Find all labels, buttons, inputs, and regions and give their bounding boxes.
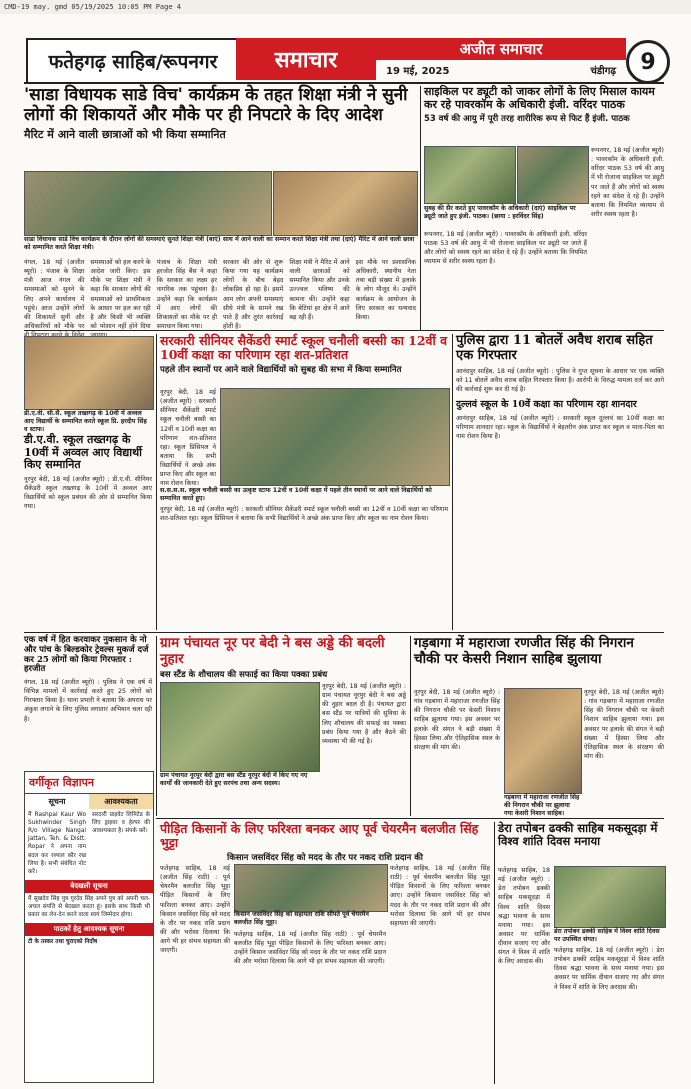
farmers-story [160,821,490,863]
dav-story [24,434,152,630]
page-number: 9 [626,40,670,84]
lead-photo-left [24,171,272,236]
school-subhead: पहले तीन स्थानों पर आने वाले विद्यार्थियों को सुबह की सभा में किया सम्मानित [160,364,402,375]
dav-caption: डी.ए.वी. सी.सै. स्कूल तख्तगढ़ के 10वीं में अव्वल आए विद्यार्थी के सम्मानित करते स्कूल प्रि. हरदीप सिंह व स्टाफ। [24,410,147,434]
gadbaga-headline: गड़बागा में महाराजा रणजीत सिंह की निगरान चौकी पर केसरी निशान साहिब झुलाया [414,635,634,667]
gadbaga-body-right: नूरपुर बेदी, 18 मई (अजीत ब्यूरो) : गांव गड़बागा में महाराजा रणजीत सिंह की निगरान चौकी पर केसरी निशान साहिब झुलाया गया। इस अवसर पर इलाके की संगत ने बड़ी संख्या में हिस्सा लिया और ऐतिहासिक स्थल के संरक्षण की मांग की। [584,689,664,760]
farmers-photo [234,864,388,912]
bus-stand-caption: ग्राम पंचायत नूरपुर बेदी द्वारा बस स्टैंड नूरपुर बेदी में किए गए नए कार्यों की जानकारी देते हुए सरपंच तथा अन्य सदस्य। [160,772,308,788]
cycle-story [424,86,664,146]
dav-photo [24,336,154,410]
issue-city: चंडीगढ़ [590,66,616,77]
gadbaga-story [414,636,664,682]
school-caption: स.स.स.स. स्कूल चनौली बस्सी का उत्कृष्ट स्टाफ 12वीं व 10वीं कक्षा में पहले तीन स्थानों पर आने वाले विद्यार्थियों को सम्मानित करते हुए। [160,487,432,503]
bus-stand-story [160,635,406,681]
cycle-photo-right [517,146,589,204]
lead-body-col-4: सरकार की ओर से शुरू किया गया यह कार्यक्रम लोगों के बीच बेहद लोकप्रिय हो रहा है। इसमें आम लोग अपनी समस्याएं सीधे मंत्री के सामने रख पाते हैं और तुरंत कार्रवाई होती है। [222,259,284,330]
dera-body-right: फतेहगढ़ साहिब, 18 मई (अजीत ब्यूरो) : डेरा तपोबन ढक्की साहिब मकसूदड़ा में विश्व शांति दिवस श्रद्धा भावना के साथ मनाया गया। इस अवसर पर धार्मिक दीवान सजाए गए और संगत ने विश्व में शांति के लिए अरदास की। [554,947,664,991]
cycle-subhead: 53 वर्ष की आयु में पूरी तरह शारीरिक रूप से फिट हैं इंजी. पाठक [424,114,630,125]
school-body: नूरपुर बेदी, 18 मई (अजीत ब्यूरो) : सरकारी सीनियर सैकेंडरी स्मार्ट स्कूल चनौली बस्सी का 12वीं व 10वीं कक्षा का परिणाम शत-प्रतिशत रहा। स्कूल प्रिंसिपल ने बताया कि सभी विद्यार्थियों ने अच्छे अंक प्राप्त किए और स्कूल का नाम रोशन किया। [160,506,448,523]
lead-body-col-5: शिक्षा मंत्री ने मैरिट में आने वाली छात्राओं को सम्मानित किया और उनके उज्ज्वल भविष्य की कामना की। उन्होंने कहा कि बेटियां हर क्षेत्र में आगे बढ़ रही हैं। [289,259,350,321]
dera-caption: डेरा तपोबन ढक्की साहिब में विश्व शांति दिवस पर उपस्थित संगत। [554,928,660,944]
dav-body: नूरपुर बेदी, 18 मई (अजीत ब्यूरो) : डी.ए.वी. सीनियर सैकेंडरी स्कूल तख्तगढ़ के 10वीं में अव्वल आए विद्यार्थियों को स्कूल प्रबंधन की ओर से सम्मानित किया गया। [24,475,152,511]
police-story [456,334,664,630]
cycle-photo-left [424,146,516,204]
dav-headline: डी.ए.वी. स्कूल तख्तगढ़ के 10वीं में अव्वल आए विद्यार्थी किए सम्मानित [24,433,143,472]
fraud-story [24,636,152,768]
dera-body-left: फतेहगढ़ साहिब, 18 मई (अजीत ब्यूरो) : डेरा तपोबन ढक्की साहिब मकसूदड़ा में विश्व शांति दिवस श्रद्धा भावना के साथ मनाया गया। इस अवसर पर धार्मिक दीवान सजाए गए और संगत ने विश्व में शांति के लिए अरदास की। [498,867,550,966]
fraud-body: नंगल, 18 मई (अजीत ब्यूरो) : पुलिस ने एक वर्ष में विभिन्न मामलों में कार्रवाई करते हुए 25 लोगों को गिरफ्तार किया है। थाना प्रभारी ने बताया कि अपराध पर अंकुश लगाने के लिए पुलिस लगातार अभियान चला रही है। [24,679,152,723]
cycle-body: रूपनगर, 18 मई (अजीत ब्यूरो) : पावरकॉम के अधिकारी इंजी. वरिंदर पाठक 53 वर्ष की आयु में भी रोजाना साइकिल पर ड्यूटी पर जाते हैं और लोगों को स्वस्थ रहने का संदेश दे रहे हैं। उन्होंने बताया कि नियमित व्यायाम से शरीर स्वस्थ रहता है। [424,231,587,266]
classifieds-box [24,771,154,1083]
gadbaga-body-left: नूरपुर बेदी, 18 मई (अजीत ब्यूरो) : गांव गड़बागा में महाराजा रणजीत सिंह की निगरान चौकी पर केसरी निशान साहिब झुलाया गया। इस अवसर पर इलाके की संगत ने बड़ी संख्या में हिस्सा लिया और ऐतिहासिक स्थल के संरक्षण की मांग की। [414,689,500,751]
lead-body-col-3: पंजाब के शिक्षा मंत्री हरजोत सिंह बैंस ने कहा कि सरकार का लक्ष्य हर नागरिक तक पहुंचना है। उन्होंने कहा कि कार्यक्रम में आए लोगों की शिकायतों का मौके पर ही समाधान किया गया। [156,259,217,330]
notice-text: मैं Rashpal Kaur Wo Sukhwinder Singh R/o Village Nangal Jattan, Teh. & Distt. Ropar ने अपना नाम बदल कर रश्पाल कौर रख लिया है। सभी संबंधित नोट करें। [28,812,86,875]
lead-headline: 'साडा विधायक साडे विच' कार्यक्रम के तहत शिक्षा मंत्री ने सुनी लोगों की शिकायतें और मौके पर ही निपटारे के दिए आदेश [24,85,408,125]
eviction-notice-text: मैं सुखदेव सिंह पुत्र गुरदेव सिंह अपने पुत्र को अपनी चल-अचल संपत्ति से बेदखल करता हूं। इसके साथ किसी भी प्रकार का लेन-देन करने वाला स्वयं जिम्मेदार होगा। [28,895,150,919]
police-body-2: आनंदपुर साहिब, 18 मई (अजीत ब्यूरो) : सरकारी स्कूल दुल्लवं का 10वीं कक्षा का परिणाम शानदार रहा। स्कूल के विद्यार्थियों ने बेहतरीन अंक प्राप्त कर स्कूल व माता-पिता का नाम रोशन किया है। [456,415,664,441]
police-headline: पुलिस द्वारा 11 बोतलें अवैध शराब सहित एक गिरफ्तार [456,333,653,363]
bus-stand-photo [160,682,320,772]
lead-photo-right [273,171,418,236]
issue-dateline [376,60,626,80]
school-body-left: नूरपुर बेदी, 18 मई (अजीत ब्यूरो) : सरकारी सीनियर सैकेंडरी स्मार्ट स्कूल चनौली बस्सी का 12वीं व 10वीं कक्षा का परिणाम शत-प्रतिशत रहा। स्कूल प्रिंसिपल ने बताया कि सभी विद्यार्थियों ने अच्छे अंक प्राप्त किए और स्कूल का नाम रोशन किया। [160,389,216,488]
need-label: आवश्यकता [89,794,153,809]
lead-body [24,258,416,330]
school-photo [220,388,450,486]
need-text: सरदारी प्राइवेट लिमिटेड के लिए ड्राइवर व हेल्पर की आवश्यकता है। संपर्क करें। [92,812,150,835]
section-name: समाचार [236,38,376,80]
paper-name: अजीत समाचार [376,38,626,60]
dera-photo [554,866,666,928]
lead-body-col-1: नंगल, 18 मई (अजीत ब्यूरो) : पंजाब के शिक्षा मंत्री आज नंगल की समस्याओं को सुनने के लिए अपने कार्यालय में पहुंचे। आज उन्होंने लोगों की शिकायतें सुनीं और अधिकारियों को मौके पर [24,259,85,330]
classifieds-tabs [25,794,153,809]
farmers-body-right: फतेहगढ़ साहिब, 18 मई (अजीत सिंह राठी) : पूर्व चेयरमैन बलजीत सिंह भुट्टा पीड़ित किसानों के लिए फरिश्ता बनकर आए। उन्होंने किसान जसविंदर सिंह को मदद के तौर पर नकद राशि प्रदान की और भरोसा दिलाया कि आगे भी हर संभव सहायता की जाएगी। [390,865,490,927]
reader-notice-item: टी के तस्कर तथा चुराएको निर्दोष [28,939,98,946]
dera-headline: डेरा तपोबन ढक्की साहिब मकसूदड़ा में विश्व शांति दिवस मनाया [498,821,658,849]
farmers-body-left: फतेहगढ़ साहिब, 18 मई (अजीत सिंह राठी) : पूर्व चेयरमैन बलजीत सिंह भुट्टा पीड़ित किसानों के लिए फरिश्ता बनकर आए। उन्होंने किसान जसविंदर सिंह को मदद के तौर पर नकद राशि प्रदान की और भरोसा दिलाया कि आगे भी हर संभव सहायता की जाएगी। [160,865,230,955]
reader-notice-band: पाठकों हेतु आवश्यक सूचना [25,923,153,936]
issue-date: 19 मई, 2025 [386,66,450,77]
notice-label: सूचना [25,794,89,809]
lead-subhead: मैरिट में आने वाली छात्राओं को भी किया सम्मानित [24,128,226,142]
cycle-caption: सुबह की सैर करते हुए पावरकॉम के अधिकारी (दाएं) साइकिल पर ड्यूटी जाते हुए इंजी. पाठक। (छाया : हरविंदर सिंह) [424,205,576,221]
farmers-subhead: किसान जसविंदर सिंह को मदद के तौर पर नकद राशि प्रदान की [227,852,423,863]
farmers-body-mid: फतेहगढ़ साहिब, 18 मई (अजीत सिंह राठी) : पूर्व चेयरमैन बलजीत सिंह भुट्टा पीड़ित किसानों के लिए फरिश्ता बनकर आए। उन्होंने किसान जसविंदर सिंह को मदद के तौर पर नकद राशि प्रदान की और भरोसा दिलाया कि आगे भी हर संभव सहायता की जाएगी। [234,931,386,966]
edition-name: फतेहगढ़ साहिब/रूपनगर [26,38,238,84]
print-strip: CMD-19 may. gmd 05/19/2025 10:05 PM Page 4 [0,0,691,14]
bus-stand-headline: ग्राम पंचायत नूर पर बेदी ने बस अड्डे की बदली नुहार [160,635,385,667]
bus-stand-subhead: बस स्टैंड के शौचालय की सफाई का किया पक्का प्रबंध [160,670,328,681]
farmers-caption: किसान जसविंदर सिंह को सहायता राशि सौंपते पूर्व चेयरमैन बलजीत सिंह भुट्टा। [234,911,369,927]
classifieds-title: वर्गीकृत विज्ञापन [25,772,153,794]
eviction-notice-band: बेदखली सूचना [25,880,153,893]
lead-body-col-2: समस्याओं को हल करने के आदेश जारी किए। इस मौके पर शिक्षा मंत्री ने कहा कि सरकार लोगों की समस्याओं को प्राथमिकता के आधार पर हल कर रही है और किसी भी व्यक्ति को परेशान नहीं होने दिया [90,259,151,330]
cycle-body-side: रूपनगर, 18 मई (अजीत ब्यूरो) : पावरकॉम के अधिकारी इंजी. वरिंदर पाठक 53 वर्ष की आयु में भी रोजाना साइकिल पर ड्यूटी पर जाते हैं और लोगों को स्वस्थ रहने का संदेश दे रहे हैं। उन्होंने बताया कि नियमित व्यायाम से शरीर स्वस्थ रहता है। [591,147,664,218]
lead-body-col-6: इस मौके पर प्रशासनिक अधिकारी, स्थानीय नेता तथा बड़ी संख्या में इलाके के लोग मौजूद थे। उन्होंने कार्यक्रम के आयोजन के लिए सरकार का धन्यवाद किया। [355,259,416,321]
bus-stand-body: नूरपुर बेदी, 18 मई (अजीत ब्यूरो) : ग्राम पंचायत नूरपुर बेदी ने बस अड्डे की नुहार बदल दी है। पंचायत द्वारा बस स्टैंड पर यात्रियों की सुविधा के लिए शौचालय की सफाई का पक्का प्रबंध किया गया है और बैठने की व्यवस्था भी की गई है। [322,683,406,745]
school-headline: सरकारी सीनियर सैकेंडरी स्मार्ट स्कूल चनौली बस्सी का 12वीं व 10वीं कक्षा का परिणाम रहा शत-प्रतिशत [160,333,448,363]
gadbaga-photo [504,688,582,794]
cycle-headline: साइकिल पर ड्यूटी को जाकर लोगों के लिए मिसाल कायम कर रहे पावरकॉम के अधिकारी इंजी. वरिंदर पाठक [424,85,655,111]
police-body: आनंदपुर साहिब, 18 मई (अजीत ब्यूरो) : पुलिस ने गुप्त सूचना के आधार पर एक व्यक्ति को 11 बोतलें अवैध शराब सहित गिरफ्तार किया है। आरोपी के विरुद्ध मामला दर्ज कर आगे की कार्रवाई शुरू कर दी गई है। [456,367,664,394]
farmers-headline: पीड़ित किसानों के लिए फरिश्ता बनकर आए पूर्व चेयरमैन बलजीत सिंह भुट्टा [160,821,479,851]
gadbaga-caption: गड़बागा में महाराजा रणजीत सिंह की निगरान चौकी पर झुलाया गया केसरी निशान साहिब। [504,794,580,818]
masthead [26,38,666,80]
school-story [160,334,448,386]
lead-photo-caption: साडा विधायक साडे विच कार्यक्रम के दौरान लोगों की समस्याएं सुनते शिक्षा मंत्री (बाएं) साथ में आने वाली का सम्मान करते शिक्षा मंत्री तथा (दाएं) मैरिट में आने वाली छात्रा को सम्मानित करते शिक्षा मंत्री। [24,236,415,252]
police-headline-2: दुल्लवं स्कूल के 10वें कक्षा का परिणाम रहा शानदार [456,399,637,411]
fraud-headline: एक वर्ष में हित करवाकर नुकसान के नो और पांच के बिल्डकोर ट्रेवल्स मुकर्ज दर्ज कर 25 लोगों को किया गिरफ्तार : हरजीत [24,635,149,675]
dera-story [498,822,664,862]
